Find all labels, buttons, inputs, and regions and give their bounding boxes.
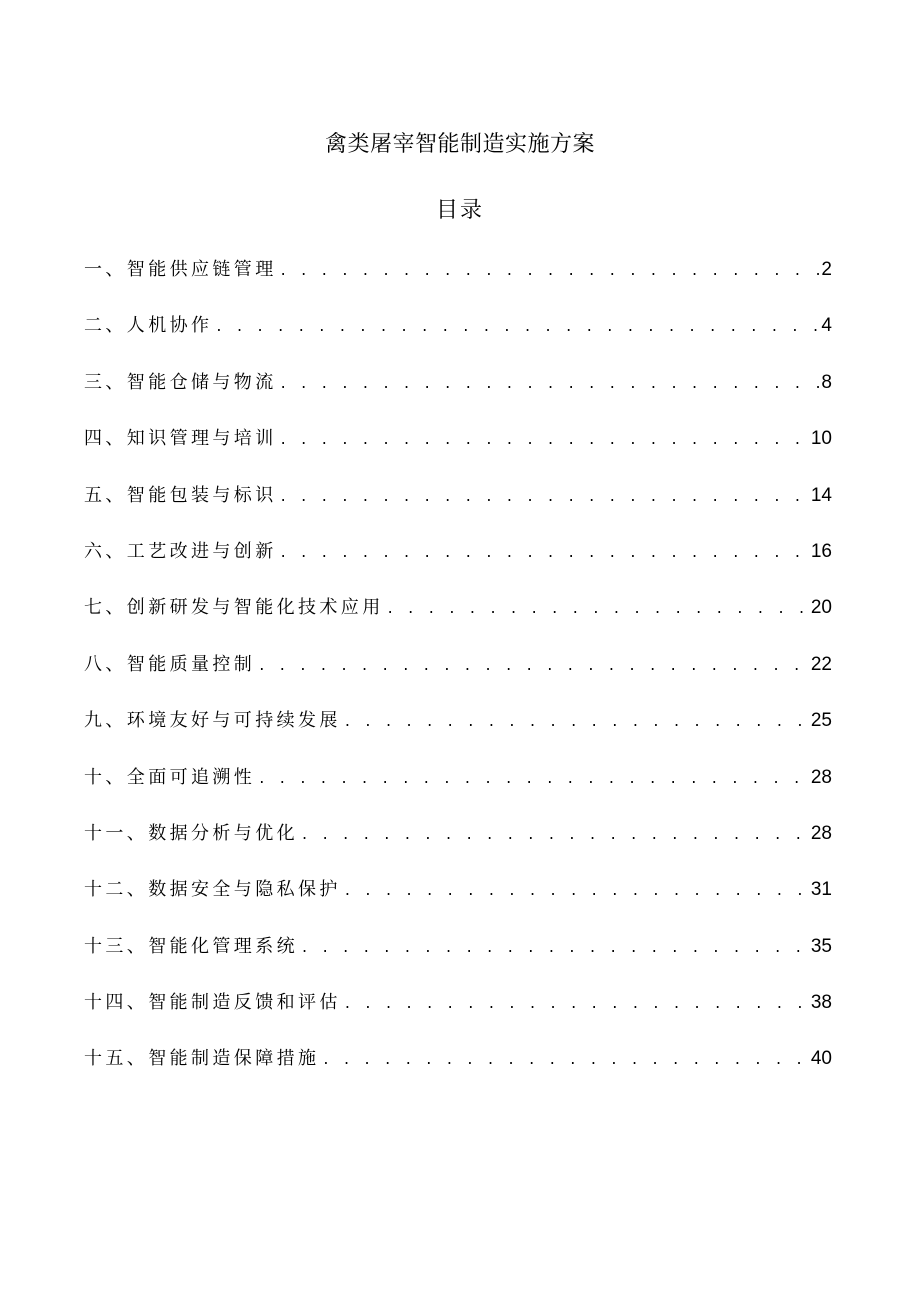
toc-dot-leader	[341, 876, 809, 904]
toc-page-number: 20	[810, 597, 832, 619]
toc-entry-label: 五、智能包装与标识	[84, 484, 277, 506]
toc-dot-leader	[255, 764, 809, 792]
toc-entry-label: 三、智能仓储与物流	[84, 371, 277, 393]
toc-entry-label: 十三、智能化管理系统	[84, 935, 298, 957]
toc-page-number: 16	[810, 540, 832, 562]
toc-page-number: 10	[810, 428, 832, 450]
table-of-contents	[84, 256, 832, 1102]
toc-entry[interactable]	[84, 312, 832, 340]
toc-entry-label: 一、智能供应链管理	[84, 259, 277, 280]
toc-page-number: 14	[810, 484, 832, 506]
toc-entry[interactable]	[84, 651, 832, 679]
toc-page-number: 31	[810, 879, 832, 901]
toc-page-number: 4	[821, 315, 832, 337]
toc-page-number: 22	[810, 653, 832, 675]
toc-heading: 目录	[435, 198, 484, 223]
toc-entry-label: 九、环境友好与可持续发展	[84, 710, 341, 732]
toc-dot-leader	[277, 482, 809, 510]
toc-page-number: 28	[810, 822, 832, 844]
toc-entry-label: 二、人机协作	[84, 315, 213, 337]
toc-entry[interactable]	[84, 256, 832, 284]
toc-page-number: 28	[810, 766, 832, 788]
toc-entry[interactable]	[84, 820, 832, 848]
toc-entry-label: 十四、智能制造反馈和评估	[84, 992, 341, 1014]
toc-entry-label: 十、全面可追溯性	[84, 766, 256, 788]
toc-dot-leader	[255, 651, 809, 679]
toc-page-number: 2	[821, 259, 832, 280]
toc-dot-leader	[298, 933, 809, 961]
toc-entry[interactable]	[84, 989, 832, 1017]
toc-dot-leader	[341, 707, 809, 735]
toc-entry-label: 十一、数据分析与优化	[84, 822, 298, 844]
toc-dot-leader	[277, 538, 809, 566]
toc-entry[interactable]	[84, 594, 832, 622]
toc-page-number: 35	[810, 935, 832, 957]
toc-dot-leader	[212, 312, 819, 340]
toc-entry-label: 八、智能质量控制	[84, 653, 256, 675]
toc-dot-leader	[277, 425, 809, 453]
toc-entry[interactable]	[84, 933, 832, 961]
toc-page-number: 40	[810, 1048, 832, 1070]
toc-dot-leader	[319, 1045, 808, 1073]
toc-entry[interactable]	[84, 482, 832, 510]
toc-entry[interactable]	[84, 707, 832, 735]
toc-dot-leader	[298, 820, 809, 848]
toc-entry[interactable]	[84, 1045, 832, 1073]
toc-page-number: 25	[810, 710, 832, 732]
toc-dot-leader	[341, 989, 809, 1017]
toc-entry[interactable]	[84, 369, 832, 397]
toc-entry-label: 四、知识管理与培训	[84, 428, 277, 450]
toc-entry[interactable]	[84, 764, 832, 792]
toc-dot-leader	[277, 256, 820, 284]
toc-dot-leader	[384, 594, 809, 622]
toc-entry-label: 十五、智能制造保障措施	[84, 1048, 320, 1070]
toc-entry-label: 六、工艺改进与创新	[84, 540, 277, 562]
toc-entry[interactable]	[84, 425, 832, 453]
toc-dot-leader	[277, 369, 820, 397]
toc-entry[interactable]	[84, 876, 832, 904]
toc-entry-label: 七、创新研发与智能化技术应用	[84, 597, 384, 619]
document-title: 禽类屠宰智能制造实施方案	[324, 132, 595, 157]
toc-entry-label: 十二、数据安全与隐私保护	[84, 879, 341, 901]
toc-page-number: 8	[821, 371, 832, 393]
toc-page-number: 38	[810, 992, 832, 1014]
toc-entry[interactable]	[84, 538, 832, 566]
